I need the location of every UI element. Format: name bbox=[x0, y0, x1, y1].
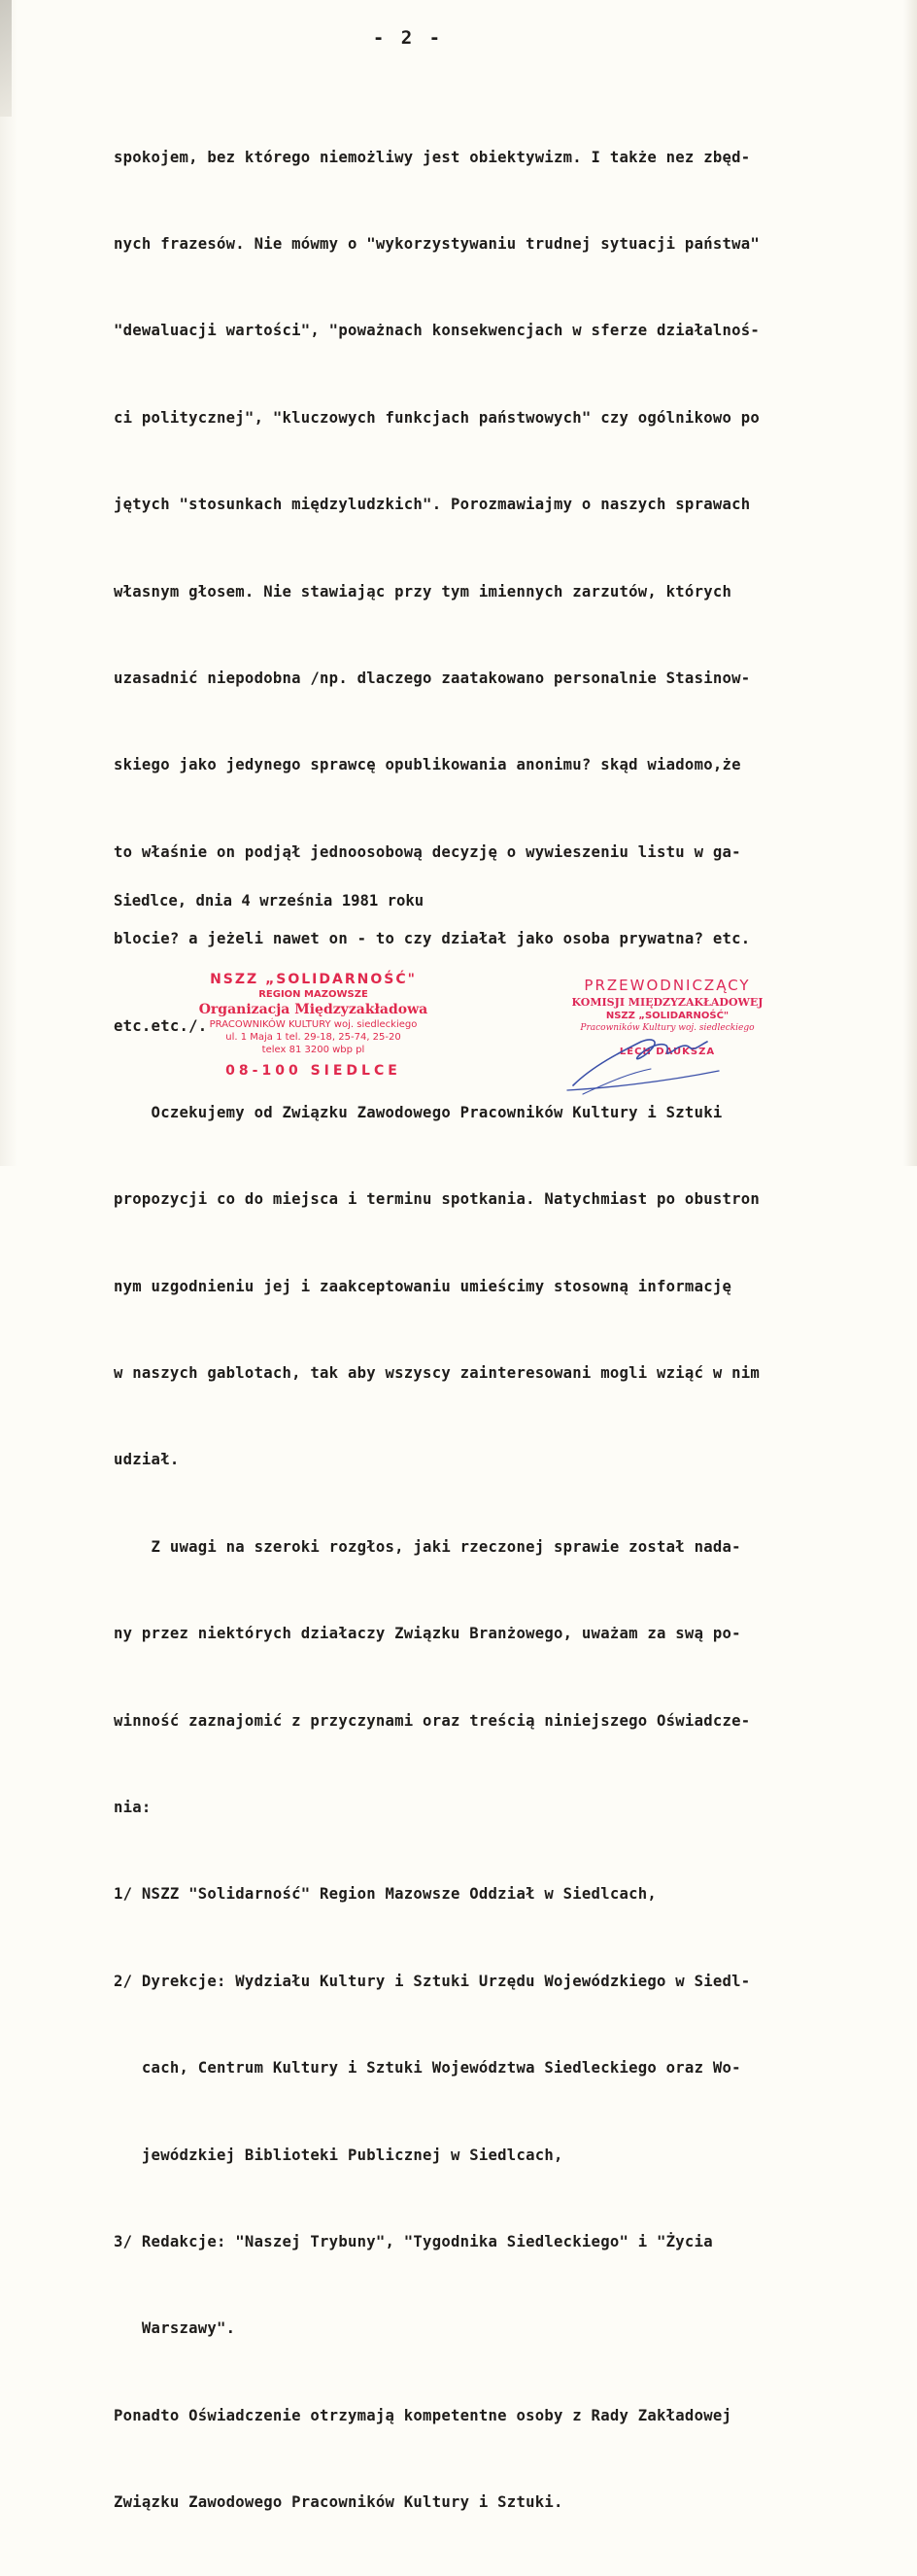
stamp-line: LECH DAUKSZA bbox=[619, 1047, 716, 1057]
body-line: nym uzgodnieniu jej i zaakceptowaniu umieścimy stosowną informację bbox=[114, 1277, 732, 1295]
body-line: to właśnie on podjął jednoosobową decyzję o wywieszeniu listu w ga- bbox=[114, 842, 741, 861]
stamp-line: 08-100 SIEDLCE bbox=[225, 1063, 401, 1079]
body-line: ny przez niektórych działaczy Związku Branżowego, uważam za swą po- bbox=[114, 1625, 741, 1643]
body-line: Oczekujemy od Związku Zawodowego Pracowników Kultury i Sztuki bbox=[114, 1103, 723, 1121]
list-item: 2/ Dyrekcje: Wydziału Kultury i Sztuki Urzędu Wojewódzkiego w Siedl- bbox=[114, 1972, 751, 1990]
body-line: nia: bbox=[114, 1799, 152, 1817]
body-line: jętych "stosunkach międzyludzkich". Porozmawiajmy o naszych sprawach bbox=[114, 496, 751, 514]
stamp-line: KOMISJI MIĘDZYZAKŁADOWEJ bbox=[571, 996, 764, 1009]
list-item: 3/ Redakcje: "Naszej Trybuny", "Tygodnika Siedleckiego" i "Życia bbox=[114, 2232, 713, 2250]
list-item: jewódzkiej Biblioteki Publicznej w Siedlcach, bbox=[114, 2146, 563, 2164]
body-line: własnym głosem. Nie stawiając przy tym imiennych zarzutów, których bbox=[114, 582, 732, 601]
body-line: blocie? a jeżeli nawet on - to czy działał jako osoba prywatna? etc. bbox=[114, 930, 751, 948]
body-line: skiego jako jedynego sprawcę opublikowania anonimu? skąd wiadomo,że bbox=[114, 756, 741, 774]
body-line: winność zaznajomić z przyczynami oraz treścią niniejszego Oświadcze- bbox=[114, 1711, 751, 1730]
body-line: ci politycznej", "kluczowych funkcjach państwowych" czy ogólnikowo po bbox=[114, 408, 761, 427]
stamp-line: NSZZ „SOLIDARNOŚĆ" bbox=[210, 972, 417, 987]
body-line: nych frazesów. Nie mówmy o "wykorzystywaniu trudnej sytuacji państwa" bbox=[114, 234, 761, 253]
list-item: Warszawy". bbox=[114, 2319, 236, 2338]
body-line: Z uwagi na szeroki rozgłos, jaki rzeczonej sprawie został nada- bbox=[114, 1537, 741, 1556]
stamp-line: ul. 1 Maja 1 tel. 29-18, 25-74, 25-20 bbox=[225, 1032, 401, 1043]
body-line: Ponadto Oświadczenie otrzymają kompetentne osoby z Rady Zakładowej bbox=[114, 2406, 732, 2424]
body-line: propozycji co do miejsca i terminu spotkania. Natychmiast po obustron bbox=[114, 1190, 761, 1209]
body-line: etc.etc./. bbox=[114, 1016, 208, 1035]
stamp-line: PRZEWODNICZĄCY bbox=[584, 977, 751, 994]
stamp-line: Pracowników Kultury woj. siedleckiego bbox=[580, 1023, 755, 1033]
body-line: uzasadnić niepodobna /np. dlaczego zaatakowano personalnie Stasinow- bbox=[114, 669, 751, 687]
body-line: w naszych gablotach, tak aby wszyscy zainteresowani mogli wziąć w nim bbox=[114, 1364, 761, 1383]
body-line: spokojem, bez którego niemożliwy jest obiektywizm. I także nez zbęd- bbox=[114, 148, 751, 166]
stamp-line: NSZZ „SOLIDARNOŚĆ" bbox=[605, 1011, 730, 1021]
body-line: Związku Zawodowego Pracowników Kultury i Sztuki. bbox=[114, 2493, 563, 2512]
body-line: udział. bbox=[114, 1451, 180, 1469]
stamp-line: Organizacja Międzyzakładowa bbox=[198, 1002, 428, 1017]
handwritten-signature bbox=[544, 1013, 738, 1100]
body-line: "dewaluacji wartości", "poważnach konsekwencjach w sferze działalnoś- bbox=[114, 322, 761, 340]
stamp-line: REGION MAZOWSZE bbox=[258, 989, 368, 1000]
place-date-line: Siedlce, dnia 4 września 1981 roku bbox=[114, 892, 425, 910]
stamp-line: PRACOWNIKÓW KULTURY woj. siedleckiego bbox=[209, 1019, 418, 1030]
list-item: 1/ NSZZ "Solidarność" Region Mazowsze Oddział w Siedlcach, bbox=[114, 1885, 658, 1904]
organization-stamp bbox=[175, 972, 452, 1079]
page-edge-shadow bbox=[0, 0, 12, 117]
list-item: cach, Centrum Kultury i Sztuki Województwa Siedleckiego oraz Wo- bbox=[114, 2059, 741, 2078]
letter-body bbox=[114, 86, 891, 2576]
page-number: - 2 - bbox=[372, 27, 444, 49]
stamp-line: telex 81 3200 wbp pl bbox=[261, 1045, 365, 1055]
